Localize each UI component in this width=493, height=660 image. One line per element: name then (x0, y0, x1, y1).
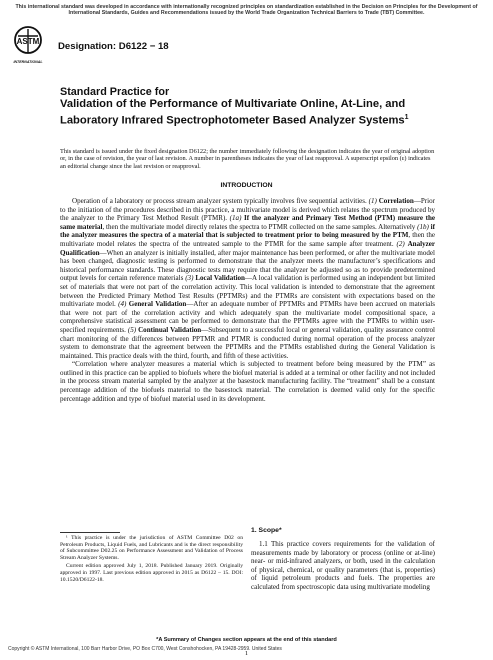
introduction-heading: INTRODUCTION (220, 182, 273, 189)
footnote-edition: Current edition approved July 1, 2018. Published January 2019. Originally approved in 1997. Last previous edition approved in 2015 as D6122 – 15. DOI: 10.1520/D6122-18. (60, 563, 243, 583)
page-number: 1 (244, 650, 249, 657)
intro-paragraph-2: “Correlation where analyzer measures a material which is subjected to treatment before being measured by the PTM” as outlined in this practice can be applied to biofuels where the biofuel material is added at a terminal or other facility and not included in the process stream material sampled by the analyzer at the basestock manufacturing facility. The “treatment” shall be a constant percentage addition of the biofuels material to the basestock material. The correlation is deemed valid only for the specific percentage addition and type of biofuel material used in its development. (60, 360, 435, 403)
designation: Designation: D6122 − 18 (58, 41, 169, 52)
copyright-line: Copyright © ASTM International, 100 Barr Harbor Drive, PO Box C700, West Conshohocken, PA 19428-2959. United States (8, 646, 282, 652)
footnote-jurisdiction: ¹ This practice is under the jurisdiction of ASTM Committee D02 on Petroleum Products, Liquid Fuels, and Lubricants and is the direct responsibility of Subcommittee D02.25 on Performance Assessment and Validation of Process Stream Analyzer Systems. (60, 535, 243, 561)
title-footnote-marker: 1 (404, 114, 409, 121)
footnote (60, 535, 243, 585)
title-prefix: Standard Practice for (60, 86, 170, 98)
summary-of-changes-note: *A Summary of Changes section appears at the end of this standard (156, 637, 337, 643)
astm-logo-icon (12, 25, 44, 67)
intro-paragraph-1: Operation of a laboratory or process stream analyzer system typically involves five sequential activities. (1) Correlation—Prior to the initiation of the procedures described in this practice, a multivariate model is derived which relates the spectrum produced by the analyzer to the Primary Test Method Result (PTMR). (1a) If the analyzer and Primary Test Method (PTM) measure the same material, then the multivariate model directly relates the spectra to PTMR collected on the same samples. Alternatively (1b) if the analyzer measures the spectra of a material that is subjected to treatment prior to being measured by the PTM, then the multivariate model relates the spectra of the untreated sample to the PTMR for the same sample after treatment. (2) Analyzer Qualification—When an analyzer is initially installed, after major maintenance has been performed, or after the multivariate model has been changed, diagnostic testing is performed to demonstrate that the analyzer meets the manufacturer’s specifications and historical performance standards. These diagnostic tests may require that the analyzer be adjusted so as to provide predetermined output levels for certain reference materials (3) Local Validation—A local validation is performed using an independent but limited set of materials that were not part of the correlation activity. This local validation is intended to demonstrate that the agreement between the Predicted Primary Method Test Results (PPTMRs) and the PTMRs are consistent with expectations based on the multivariate model. (4) General Validation—After an adequate number of PPTMRs and PTMRs have been accrued on materials that were not part of the correlation activity and which adequately span the multivariate model compositional space, a comprehensive statistical assessment can be performed to demonstrate that the PPTMRs agree with the PTMRs to within user-specified requirements. (5) Continual Validation—Subsequent to a successful local or general validation, quality assurance control chart monitoring of the differences between PPTMR and PTMR is conducted during normal operation of the process analyzer system to demonstrate that the agreement between the PPTMRs and the PTMRs established during the General Validation is maintained. This practice deals with the third, fourth, and fifth of these activities. (60, 197, 435, 360)
scope-body (251, 540, 435, 592)
svg-text:ASTM: ASTM (16, 37, 40, 46)
tbt-notice: This international standard was developed in accordance with internationally recognized principles on standardization established in the Decision on Principles for the Development of International Standards, Guides and Recommendations issued by the World Trade Organization Technical Barriers to Trade (TBT) Committee. (15, 4, 478, 17)
title-text: Validation of the Performance of Multivariate Online, At-Line, and Laboratory Infrared Spectrophotometer Based Analyzer Systems (60, 98, 406, 127)
footnote-divider (60, 532, 120, 533)
scope-paragraph: 1.1 This practice covers requirements for the validation of measurements made by laboratory or process (online or at-line) near- or mid-infrared analyzers, or both, used in the calculation of physical, chemical, or quality parameters (that is, properties) of liquid petroleum products and fuels. The properties are calculated from spectroscopic data using multivariate modeling (251, 540, 435, 591)
standard-note: This standard is issued under the fixed designation D6122; the number immediately following the designation indicates the year of original adoption or, in the case of revision, the year of last revision. A number in parentheses indicates the year of last reapproval. A superscript epsilon (ε) indicates an editorial change since the last revision or reapproval. (60, 148, 435, 170)
document-title (60, 98, 430, 128)
svg-text:INTERNATIONAL: INTERNATIONAL (13, 60, 43, 64)
scope-heading: 1. Scope* (251, 527, 282, 534)
introduction-body (60, 197, 435, 403)
